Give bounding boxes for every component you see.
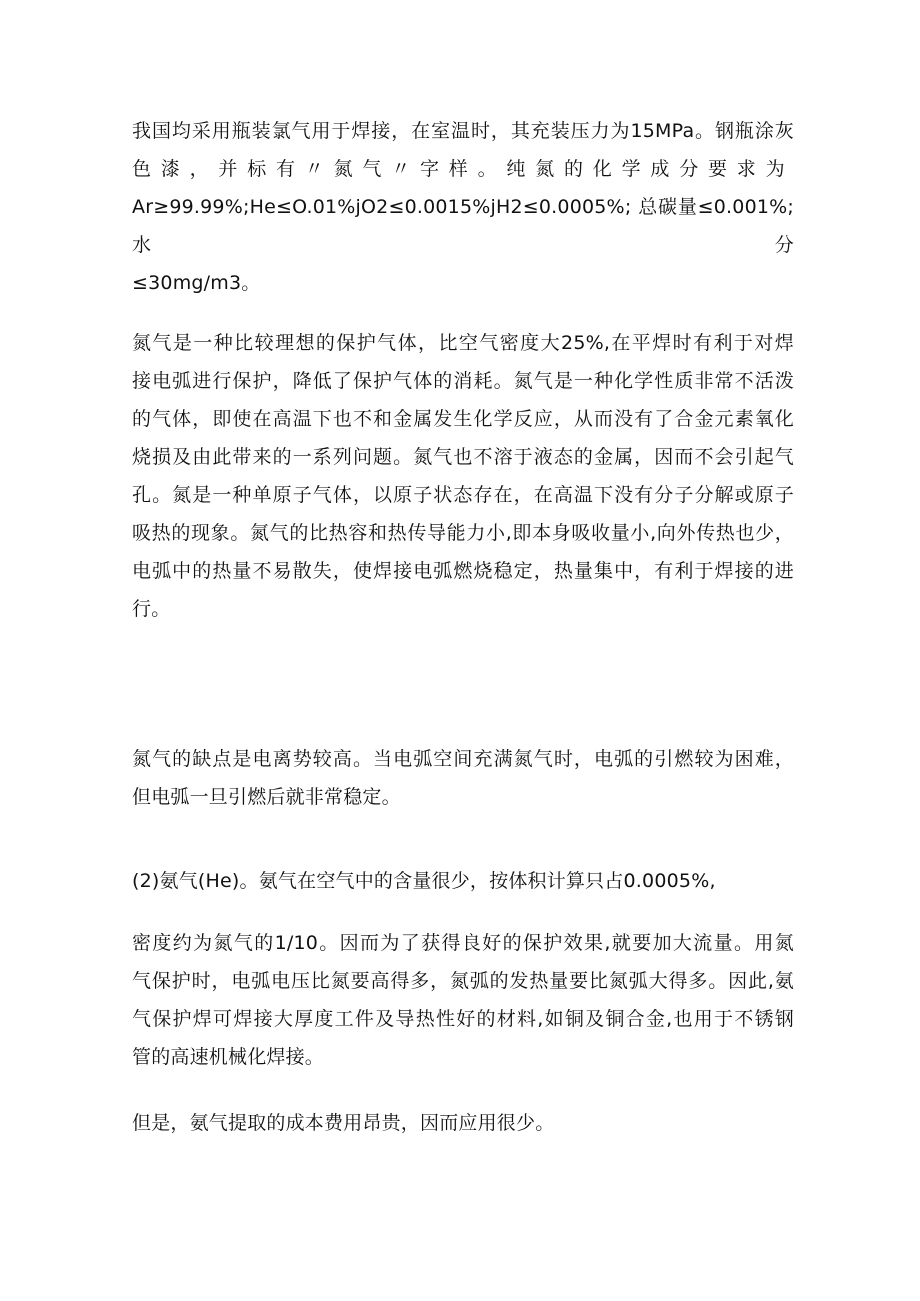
paragraph-helium-heading [132, 862, 794, 900]
text-line: 色漆，并标有〃氮气〃字样。纯氮的化学成分要求为 [132, 158, 794, 180]
paragraph-helium-cost [132, 1104, 794, 1142]
text-line: 管的高速机械化焊接。 [132, 1046, 325, 1068]
paragraph-helium-properties [132, 924, 794, 1076]
text-line: 烧损及由此带来的一系列问题。氮气也不溶于液态的金属，因而不会引起气 [132, 446, 794, 468]
text-line: 气保护时，电弧电压比氮要高得多，氮弧的发热量要比氮弧大得多。因此,氨 [132, 970, 794, 992]
paragraph-argon-drawback [132, 740, 794, 816]
text-line: 的气体，即使在高温下也不和金属发生化学反应，从而没有了合金元素氧化 [132, 408, 794, 430]
text-line: 氮气的缺点是电离势较高。当电弧空间充满氮气时，电弧的引燃较为困难， [132, 748, 794, 770]
text-line: 电弧中的热量不易散失，使焊接电弧燃烧稳定，热量集中，有利于焊接的进 [132, 560, 794, 582]
text-line: Ar≥99.99%;He≤O.01%jO2≤0.0015%jH2≤0.0005%; 总碳量≤0.001%; 水分 [132, 196, 794, 256]
text-line: 行。 [132, 598, 171, 620]
text-line: 孔。氮是一种单原子气体，以原子状态存在，在高温下没有分子分解或原子 [132, 484, 794, 506]
text-line: 氮气是一种比较理想的保护气体，比空气密度大25%,在平焊时有利于对焊 [132, 332, 794, 354]
text-line: 密度约为氮气的1/10。因而为了获得良好的保护效果,就要加大流量。用氮 [132, 932, 794, 954]
text-line: 我国均采用瓶装氯气用于焊接，在室温时，其充装压力为15MPa。钢瓶涂灰 [132, 120, 794, 142]
paragraph-argon-properties [132, 324, 794, 628]
paragraph-argon-cylinder [132, 112, 794, 302]
text-line: 接电弧进行保护，降低了保护气体的消耗。氮气是一种化学性质非常不活泼 [132, 370, 794, 392]
text-line: 气保护焊可焊接大厚度工件及导热性好的材料,如铜及铜合金,也用于不锈钢 [132, 1008, 794, 1030]
text-line: 吸热的现象。氮气的比热容和热传导能力小,即本身吸收量小,向外传热也少， [132, 522, 794, 544]
text-line: 但是，氨气提取的成本费用昂贵，因而应用很少。 [132, 1112, 555, 1134]
text-line: 但电弧一旦引燃后就非常稳定。 [132, 786, 401, 808]
text-line: (2)氨气(He)。氨气在空气中的含量很少，按体积计算只占0.0005%, [132, 870, 716, 892]
text-line: ≤30mg/m3。 [132, 272, 261, 294]
